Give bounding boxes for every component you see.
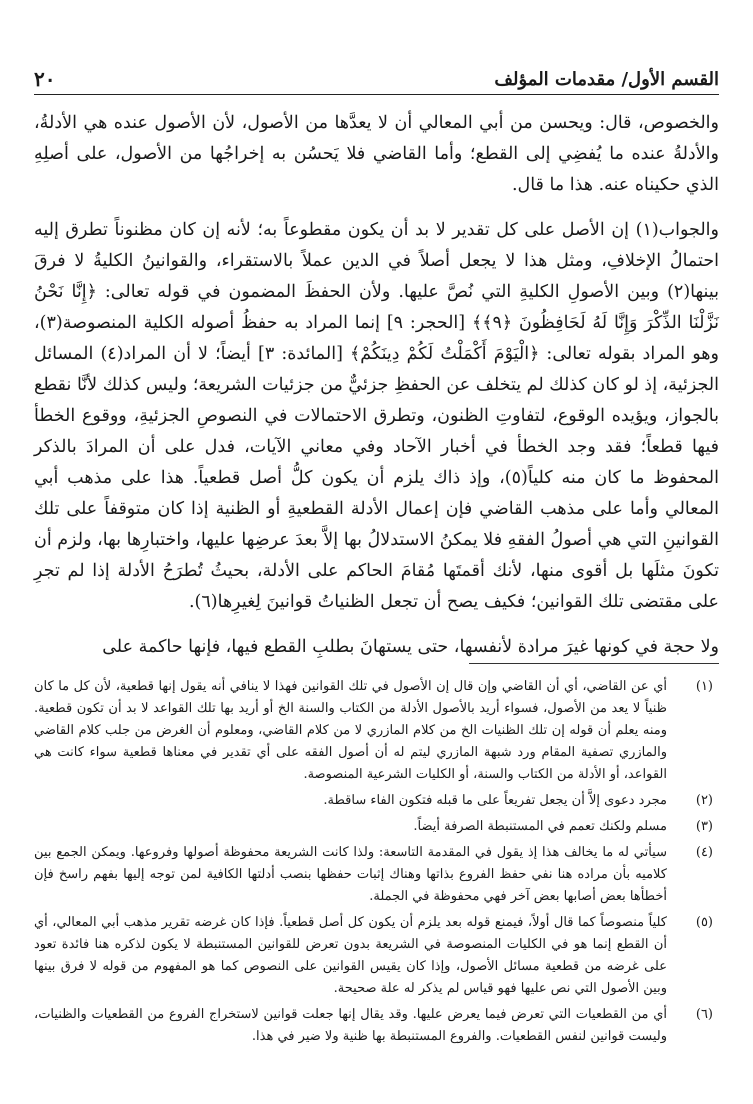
- footnote: [34, 790, 719, 812]
- page-number: ٢٠: [34, 67, 56, 91]
- footnote-text: مسلم ولكنك تعمم في المستنبطة الصرفة أيضاً.: [413, 819, 667, 834]
- footnote-number: (٤): [695, 845, 713, 860]
- paragraph: والخصوص، قال: ويحسن من أبي المعالي أن لا يعدَّها من الأصول، لأن الأصول عنده هي الأدلةُ، والأدلةُ عنده ما يُفضِي إلى القطع؛ وأما القاضي فلا يَحسُن به إخراجُها من الأصول، على أصلِهِ الذي حكيناه عنه. هذا ما قال.: [34, 113, 719, 195]
- footnote-text: مجرد دعوى إلاَّ أن يجعل تفريعاً على ما قبله فتكون الفاء ساقطة.: [323, 793, 667, 808]
- footnotes: [34, 676, 719, 1052]
- footnote: [34, 816, 719, 838]
- page-header: [34, 64, 719, 95]
- main-text: [34, 108, 719, 677]
- footnote-number: (١): [695, 679, 713, 694]
- paragraph: والجواب(١) إن الأصل على كل تقدير لا بد أن يكون مقطوعاً به؛ لأنه إن كان مظنوناً تطرق إليه احتمالُ الإخلافِ، ومثل هذا لا يجعل أصلاً في الدين عملاً بالاستقراء، والقوانينُ الكليةُ لا فرقَ بينها(٢) وبين الأصولِ الكليةِ التي نُصَّ عليها. ولأن الحفظَ المضمون في قوله تعالى: ﴿إِنَّا نَحْنُ نَزَّلْنَا الذِّكْرَ وَإِنَّا لَهُ لَحَافِظُونَ ﴿٩﴾﴾ [الحجر: ٩] إنما المراد به حفظُ أصوله الكلية المنصوصة(٣)، وهو المراد بقوله تعالى: ﴿الْيَوْمَ أَكْمَلْتُ لَكُمْ دِينَكُمْ﴾ [المائدة: ٣] أيضاً؛ لا أن المراد(٤) المسائل الجزئية، إذ لو كان كذلك لم يتخلف عن الحفظِ جزئيٌّ من جزئيات الشريعة؛ وليس كذلك لأنَّا نقطع بالجواز، ويؤيده الوقوع، لتفاوتِ الظنون، وتطرق الاحتمالات في النصوصِ الجزئيةِ، ووقوع الخطأ فيها قطعاً؛ فقد وجد الخطأ في أخبار الآحاد وفي معاني الآيات، فدل على أن المرادَ بالذكر المحفوظ ما كان منه كلياً(٥)، وإذ ذاك يلزم أن يكون كلُّ أصل قطعياً. هذا على مذهب أبي المعالي وأما على مذهب القاضي فإن إعمال الأدلة القطعيةِ أو الظنية إذا كان متوقفاً على تلك القوانينِ التي هي أصولُ الفقهِ فلا يمكنُ الاستدلالُ بها إلاَّ بعدَ عرضِها عليها، واختبارِها بها، ولزم أن تكونَ مثلَها بل أقوى منها، لأنك أقمتَها مُقامَ الحاكم على الأدلة، بحيثُ تُطرَحُ الأدلة إذا لم تجرِ على مقتضى تلك القوانين؛ فكيف يصح أن تجعل الظنياتُ قوانينَ لِغيرِها(٦).: [34, 220, 719, 612]
- footnote-text: سيأتي له ما يخالف هذا إذ يقول في المقدمة التاسعة: ولذا كانت الشريعة محفوظة أصولها وفروعها. ويمكن الجمع بين كلاميه بأن مراده هنا نفي حفظ الفروع بذاتها وهناك إثبات حفظها بنصب أدلتها الكافية لمن توجه إليها بفهم راسخ فإن أخطأها بعض أصابها بعض آخر فهي محفوظة في الجملة.: [34, 845, 667, 904]
- footnote: [34, 912, 719, 1000]
- footnote-text: أي من القطعيات التي تعرض فيما يعرض عليها. وقد يقال إنها جعلت قوانين لاستخراج الفروع من القطعيات والظنيات، وليست قوانين لنفس القطعيات. والفروع المستنبطة بها ظنية ولا ضير في هذا.: [34, 1007, 667, 1044]
- footnote: [34, 842, 719, 908]
- paragraph: ولا حجة في كونها غيرَ مرادة لأنفسها، حتى يستهانَ بطلبِ القطع فيها، فإنها حاكمة على: [102, 637, 719, 657]
- footnote-number: (٦): [695, 1007, 713, 1022]
- footnote-number: (٢): [695, 793, 713, 808]
- footnote-text: كلياً منصوصاً كما قال أولاً، فيمنع قوله بعد يلزم أن يكون كل أصل قطعياً. فإذا كان غرضه تقرير مذهب أبي المعالي، أي أن القطع إنما هو في الكليات المنصوصة في الشريعة بدون تعرض للقوانين المستنبطة لا يكون لذكره هنا فائدة تعود على غرضه من قطعية مسائل الأصول، وإذا كان يقيس القوانين على النصوص كما هو المفهوم من قوله لا فرق بينها وبين الأصول التي نص عليها فهو قياس لم يذكر له علة صحيحة.: [34, 915, 667, 996]
- footnote-text: أي عن القاضي، أي أن القاضي وإن قال إن الأصول في تلك القوانين فهذا لا ينافي أنه يقول إنها قطعية، لأن كل ما كان ظنياً لا يعد من الأصول، فسواء أريد بالأصول الأدلة من الكتاب والسنة الخ أو أريد بها تلك القواعد لا بد أن تكون قطعية. ومنه يعلم أن قوله إن تلك الظنيات الخ من كلام المازري لا من كلام القاضي، ومعلوم أن الغرض من جلب كلام القاضي والمازري تصفية المقام ورد شبهة المازري ليتم له أن أصول الفقه على أي تقدير في معناها قطعية سواء كانت هي القواعد، أو الأدلة من الكتاب والسنة، أو الكليات الشرعية المنصوصة.: [34, 679, 667, 782]
- footnote-number: (٣): [695, 819, 713, 834]
- running-title: القسم الأول/ مقدمات المؤلف: [494, 68, 719, 90]
- footnote: [34, 676, 719, 786]
- footnote-number: (٥): [695, 915, 713, 930]
- footnote: [34, 1004, 719, 1048]
- footnote-separator: [469, 663, 719, 664]
